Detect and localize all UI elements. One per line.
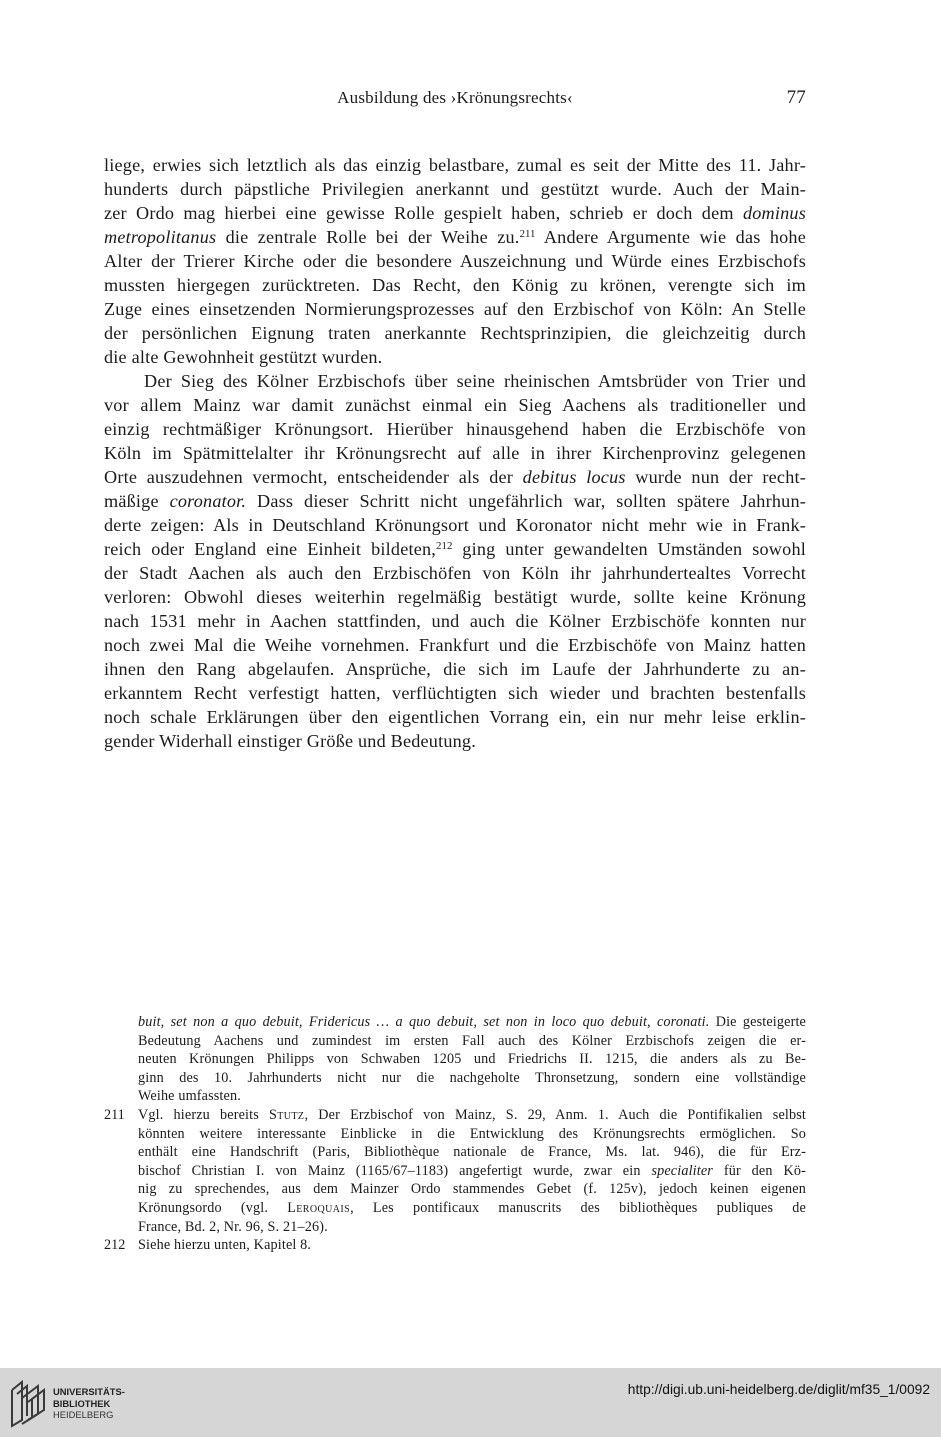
- text-line: hunderts durch päpstliche Privilegien anerkannt und gestützt wurde. Auch der Main-: [104, 179, 806, 199]
- text-run: Vgl. hierzu bereits: [138, 1106, 269, 1123]
- text-line: ihnen den Rang abgelaufen. Ansprüche, die sich im Laufe der Jahrhunderte zu an-: [104, 659, 806, 679]
- running-title: Ausbildung des ›Krönungsrechts‹: [337, 88, 573, 107]
- italic-text: buit, set non a quo debuit, Fridericus … a quo debuit, set non in loco quo debuit, coronati.: [138, 1014, 710, 1030]
- text-run: , Les pontificaux manuscrits des bibliothèques publiques de: [350, 1199, 806, 1216]
- footnote-number: 211: [104, 1106, 125, 1123]
- library-emblem-icon: [8, 1376, 50, 1428]
- text-line: einzig rechtmäßiger Krönungsort. Hierüber hinausgehend haben die Erzbischöfe von: [104, 419, 806, 439]
- footnote-text: [138, 1013, 806, 1106]
- page-number: 77: [786, 87, 806, 108]
- author-name: Stutz: [269, 1106, 305, 1123]
- text-run: , Der Erzbischof von Mainz, S. 29, Anm. 1. Auch die Pontifikalien selbst: [304, 1106, 807, 1123]
- footnote-line: nig zu sprechendes, aus dem Mainzer Ordo stammendes Gebet (f. 125v), jedoch keinen eigenen: [138, 1181, 806, 1198]
- italic-text: dominus: [742, 203, 806, 223]
- text-line: noch schale Erklärungen über den eigentlichen Vorrang ein, ein nur mehr leise erklin-: [104, 707, 806, 727]
- text-line: liege, erwies sich letztlich als das einzig belastbare, zumal es seit der Mitte des 11. Jahr-: [104, 155, 806, 175]
- text-line: [104, 537, 806, 561]
- text-line: die alte Gewohnheit gestützt wurden.: [104, 347, 383, 367]
- text-run: bischof Christian I. von Mainz (1165/67–1183) angefertigt wurde, zwar ein: [138, 1162, 652, 1179]
- footnote-number: 212: [104, 1237, 126, 1254]
- text-line: gender Widerhall einstiger Größe und Bedeutung.: [104, 731, 476, 751]
- text-line: verloren: Obwohl dieses weiterhin regelmäßig bestätigt wurde, sollte keine Krönung: [104, 587, 806, 607]
- text-line: Alter der Trierer Kirche oder die besondere Auszeichnung und Würde eines Erzbischofs: [104, 251, 806, 271]
- footnote-line: France, Bd. 2, Nr. 96, S. 21–26).: [138, 1218, 328, 1235]
- footnote-line: Weihe umfassten.: [138, 1088, 241, 1105]
- text-run: Krönungsordo (vgl.: [138, 1199, 288, 1216]
- text-run: Orte auszudehnen vermocht, entscheidender als der: [104, 467, 523, 487]
- text-line: erkanntem Recht verfestigt hatten, verflüchtigten sich wieder und brachten bestenfalls: [104, 683, 806, 703]
- logo-line: BIBLIOTHEK: [53, 1397, 111, 1409]
- text-line: Zuge eines einsetzenden Normierungsprozesses auf den Erzbischof von Köln: An Stelle: [104, 299, 806, 319]
- footnote-line: könnten weitere interessante Einblicke in die Entwicklung des Krönungsrechts ermöglichen. So: [138, 1125, 806, 1142]
- viewer-footer-band: [0, 1368, 941, 1437]
- text-run: mäßige: [104, 491, 170, 511]
- footnote-line: neuten Krönungen Philipps von Schwaben 1205 und Friedrichs II. 1215, die anders als zu Be-: [138, 1051, 806, 1068]
- text-run: ging unter gewandelten Umständen sowohl: [452, 539, 806, 559]
- footnote-reference: 212: [436, 540, 453, 552]
- footnote-line: [138, 1162, 806, 1181]
- text-run: die zentrale Rolle bei der Weihe zu.: [216, 227, 520, 247]
- text-run: reich oder England eine Einheit bildeten,: [104, 539, 437, 559]
- text-run: Andere Argumente wie das hohe: [535, 227, 806, 247]
- footnote-line: enthält eine Handschrift (Paris, Bibliothèque nationale de France, Ms. lat. 946), die für Erz-: [138, 1144, 806, 1161]
- italic-text: debitus locus: [522, 467, 626, 487]
- library-logo-text: [53, 1386, 125, 1421]
- paragraph: [104, 369, 806, 753]
- text-run: zer Ordo mag hierbei eine gewisse Rolle gespielt haben, schrieb er doch dem: [104, 203, 743, 223]
- text-line: mussten hiergegen zurücktreten. Das Recht, den König zu krönen, verengte sich im: [104, 275, 806, 295]
- text-line: vor allem Mainz war damit zunächst einmal ein Sieg Aachens als traditioneller und: [104, 395, 806, 415]
- footnote-reference: 211: [519, 228, 536, 240]
- footnote: [104, 1236, 806, 1255]
- text-line: der persönlichen Eignung traten anerkannte Rechtsprinzipien, die gleichzeitig durch: [104, 323, 806, 343]
- logo-line: UNIVERSITÄTS-: [53, 1386, 125, 1397]
- italic-text: metropolitanus: [104, 227, 217, 247]
- text-line: Der Sieg des Kölner Erzbischofs über seine rheinischen Amtsbrüder von Trier und: [144, 371, 806, 391]
- footnote-text: [138, 1106, 806, 1236]
- text-line: derte zeigen: Als in Deutschland Krönungsort und Koronator nicht mehr wie in Frank-: [104, 515, 806, 535]
- footnote-line: ginn des 10. Jahrhunderts nicht nur die nachgeholte Thronsetzung, sondern eine vollständige: [138, 1069, 806, 1086]
- footnote-line: [138, 1013, 806, 1032]
- text-line: nach 1531 mehr in Aachen stattfinden, und auch die Kölner Erzbischöfe konnten nur: [104, 611, 806, 631]
- paragraph: [104, 153, 806, 369]
- text-line: noch zwei Mal die Weihe vornehmen. Frankfurt und die Erzbischöfe von Mainz hatten: [104, 635, 806, 655]
- logo-line: HEIDELBERG: [53, 1409, 114, 1420]
- text-run: Die gesteigerte: [709, 1014, 806, 1030]
- main-text: [104, 153, 806, 753]
- text-run: wurde nun der recht-: [625, 467, 807, 487]
- footnote-line: Siehe hierzu unten, Kapitel 8.: [138, 1237, 312, 1254]
- footnote-line: [138, 1199, 806, 1218]
- italic-text: coronator.: [169, 491, 247, 511]
- footnote-line: Bedeutung Aachens und zumindest im ersten Fall auch des Kölner Erzbischofs zeigen die er-: [138, 1032, 806, 1049]
- text-line: Köln im Spätmittelalter ihr Krönungsrecht auf alle in ihrer Kirchenprovinz gelegenen: [104, 443, 806, 463]
- text-run: für den Kö-: [712, 1162, 806, 1179]
- text-line: [104, 489, 806, 513]
- footnote: [104, 1106, 806, 1236]
- footnote-text: [138, 1236, 806, 1255]
- footnotes: [104, 1013, 806, 1255]
- text-line: [104, 225, 806, 249]
- footnote-number: [104, 1013, 138, 1106]
- library-logo: [8, 1376, 128, 1428]
- permalink-url: http://digi.ub.uni-heidelberg.de/diglit/mf35_1/0092: [627, 1382, 930, 1397]
- page-header: [104, 86, 806, 110]
- text-line: [104, 465, 806, 489]
- footnote-continued: [104, 1013, 806, 1106]
- author-name: Leroquais: [287, 1199, 351, 1216]
- text-run: Dass dieser Schritt nicht ungefährlich war, sollten spätere Jahrhun-: [246, 491, 806, 511]
- text-line: der Stadt Aachen als auch den Erzbischöfen von Köln ihr jahrhundertealtes Vorrecht: [104, 563, 806, 583]
- footnote-line: [138, 1106, 806, 1125]
- text-line: [104, 201, 806, 225]
- italic-text: specialiter: [651, 1162, 713, 1179]
